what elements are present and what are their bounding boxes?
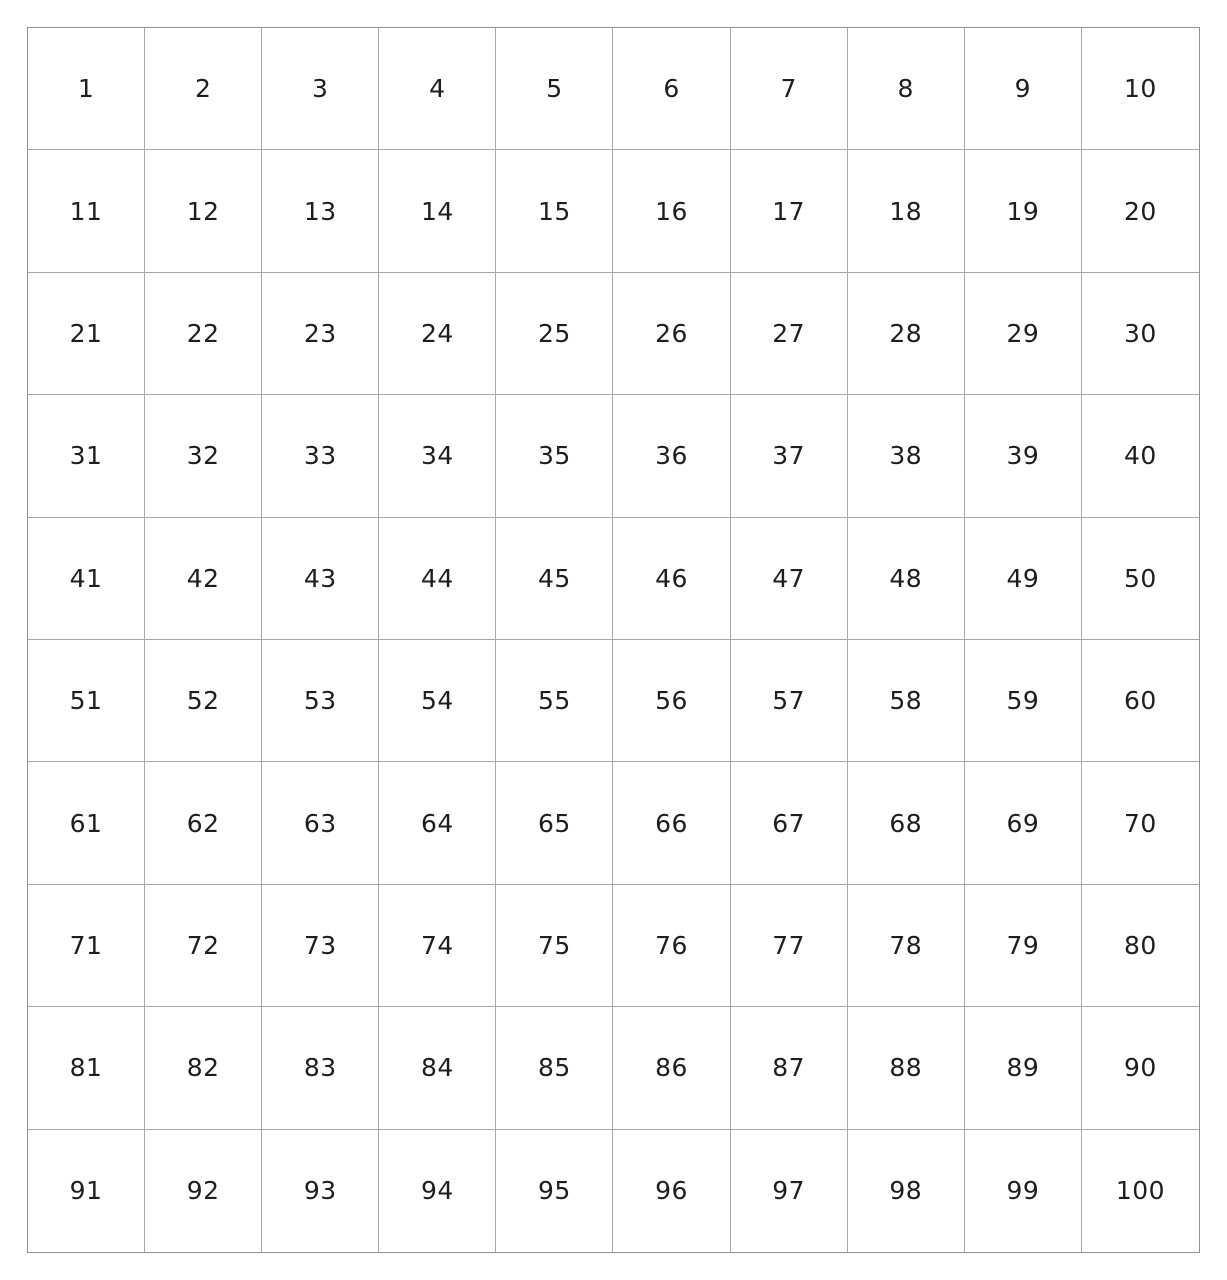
- number-cell: 8: [848, 28, 965, 150]
- number-cell: 83: [262, 1007, 379, 1129]
- number-cell: 95: [496, 1130, 613, 1252]
- number-cell: 87: [731, 1007, 848, 1129]
- number-cell: 64: [379, 762, 496, 884]
- number-cell: 29: [965, 273, 1082, 395]
- number-cell: 10: [1082, 28, 1199, 150]
- number-cell: 9: [965, 28, 1082, 150]
- number-cell: 27: [731, 273, 848, 395]
- number-cell: 100: [1115, 1176, 1166, 1206]
- number-cell: 14: [379, 150, 496, 272]
- number-cell: 58: [848, 640, 965, 762]
- number-cell: 42: [145, 518, 262, 640]
- number-cell: 85: [496, 1007, 613, 1129]
- number-cell: 49: [965, 518, 1082, 640]
- number-cell: 52: [145, 640, 262, 762]
- number-cell: 2: [145, 28, 262, 150]
- number-cell: 19: [965, 150, 1082, 272]
- number-cell: 99: [965, 1130, 1082, 1252]
- number-cell: 5: [496, 28, 613, 150]
- number-cell: 24: [379, 273, 496, 395]
- number-cell: 32: [145, 395, 262, 517]
- number-cell: 77: [731, 885, 848, 1007]
- number-cell: 39: [965, 395, 1082, 517]
- number-cell: 61: [28, 762, 145, 884]
- number-cell: 55: [496, 640, 613, 762]
- number-cell: 92: [145, 1130, 262, 1252]
- number-cell: 60: [1082, 640, 1199, 762]
- number-cell: 22: [145, 273, 262, 395]
- number-cell: 88: [848, 1007, 965, 1129]
- number-cell: 79: [965, 885, 1082, 1007]
- number-cell: 47: [731, 518, 848, 640]
- number-cell: 28: [848, 273, 965, 395]
- number-cell: 46: [613, 518, 730, 640]
- number-cell: 38: [848, 395, 965, 517]
- number-cell: 11: [28, 150, 145, 272]
- number-cell: 37: [731, 395, 848, 517]
- number-cell: 91: [28, 1130, 145, 1252]
- number-cell: 6: [613, 28, 730, 150]
- number-cell: 51: [28, 640, 145, 762]
- number-cell: 25: [496, 273, 613, 395]
- number-cell: 18: [848, 150, 965, 272]
- number-cell: 48: [848, 518, 965, 640]
- number-cell: 89: [965, 1007, 1082, 1129]
- number-cell: 75: [496, 885, 613, 1007]
- number-cell: 7: [731, 28, 848, 150]
- number-cell: 33: [262, 395, 379, 517]
- number-cell: 12: [145, 150, 262, 272]
- number-cell: 59: [965, 640, 1082, 762]
- number-cell: 20: [1082, 150, 1199, 272]
- number-cell: 81: [28, 1007, 145, 1129]
- number-cell: 44: [379, 518, 496, 640]
- number-cell: 90: [1082, 1007, 1199, 1129]
- number-cell: 35: [496, 395, 613, 517]
- number-cell: 1: [28, 28, 145, 150]
- number-cell: 78: [848, 885, 965, 1007]
- number-cell: 65: [496, 762, 613, 884]
- number-cell: 34: [379, 395, 496, 517]
- number-cell: 54: [379, 640, 496, 762]
- number-cell: 53: [262, 640, 379, 762]
- number-cell: 93: [262, 1130, 379, 1252]
- number-cell: 68: [848, 762, 965, 884]
- number-cell: 82: [145, 1007, 262, 1129]
- number-cell: 63: [262, 762, 379, 884]
- number-cell: 70: [1082, 762, 1199, 884]
- number-cell: 50: [1082, 518, 1199, 640]
- number-cell: 57: [731, 640, 848, 762]
- number-cell: 21: [28, 273, 145, 395]
- number-cell: 17: [731, 150, 848, 272]
- number-cell: 56: [613, 640, 730, 762]
- number-cell: 96: [613, 1130, 730, 1252]
- number-cell: 67: [731, 762, 848, 884]
- number-cell: 86: [613, 1007, 730, 1129]
- number-cell: 69: [965, 762, 1082, 884]
- number-cell: 30: [1082, 273, 1199, 395]
- number-cell: 41: [28, 518, 145, 640]
- number-cell: 23: [262, 273, 379, 395]
- number-cell: 13: [262, 150, 379, 272]
- number-cell: 71: [28, 885, 145, 1007]
- number-cell: 84: [379, 1007, 496, 1129]
- number-cell: 43: [262, 518, 379, 640]
- number-cell: 72: [145, 885, 262, 1007]
- number-cell: 26: [613, 273, 730, 395]
- number-cell: 97: [731, 1130, 848, 1252]
- hundred-chart-grid: [27, 27, 1200, 1253]
- number-cell: 15: [496, 150, 613, 272]
- number-cell: 80: [1082, 885, 1199, 1007]
- number-cell: 31: [28, 395, 145, 517]
- number-cell: 3: [262, 28, 379, 150]
- number-cell: 94: [379, 1130, 496, 1252]
- number-cell: 36: [613, 395, 730, 517]
- number-cell: 45: [496, 518, 613, 640]
- number-cell: 4: [379, 28, 496, 150]
- number-cell: 40: [1082, 395, 1199, 517]
- number-cell: 16: [613, 150, 730, 272]
- number-cell: 73: [262, 885, 379, 1007]
- number-cell: 66: [613, 762, 730, 884]
- number-cell: 62: [145, 762, 262, 884]
- number-cell: 76: [613, 885, 730, 1007]
- number-cell: 98: [848, 1130, 965, 1252]
- number-cell: 74: [379, 885, 496, 1007]
